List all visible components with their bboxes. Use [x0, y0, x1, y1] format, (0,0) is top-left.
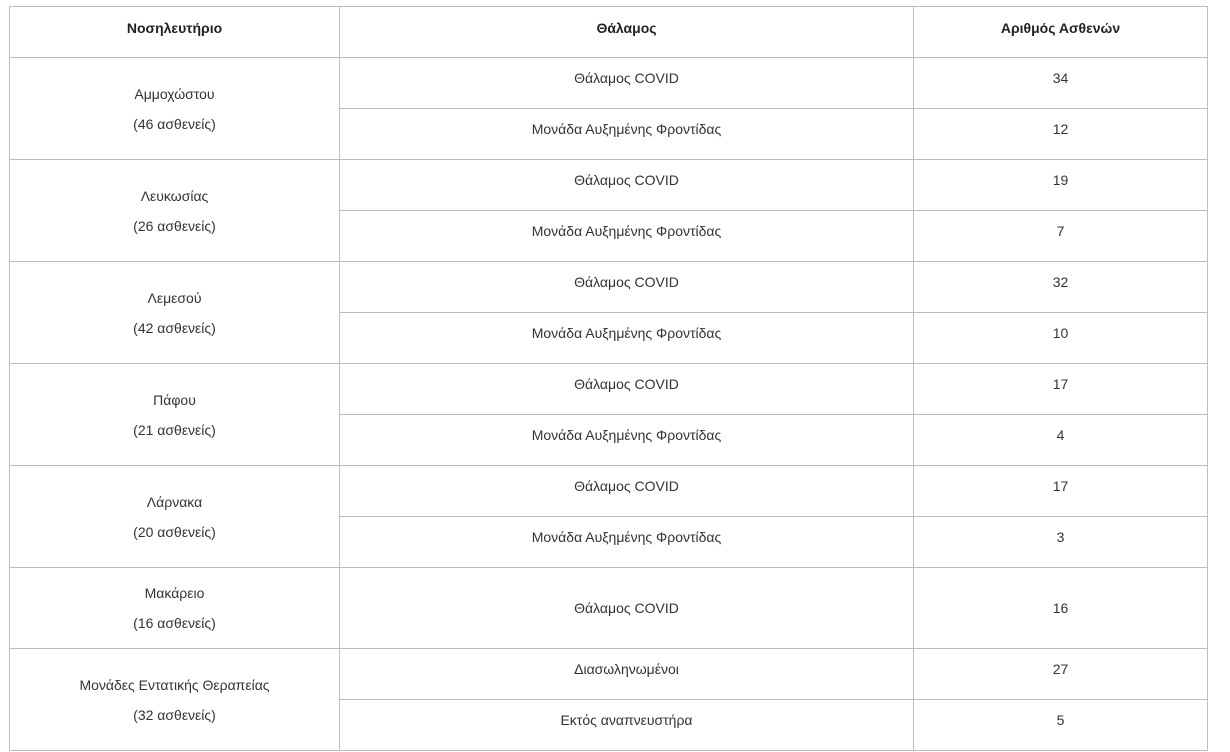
ward-cell: Μονάδα Αυξημένης Φροντίδας — [340, 109, 914, 160]
hospital-cell — [10, 568, 340, 649]
patient-count-cell: 3 — [914, 517, 1208, 568]
table-row — [10, 568, 1208, 649]
patient-count-cell: 5 — [914, 700, 1208, 751]
patient-count-cell: 17 — [914, 364, 1208, 415]
ward-cell: Θάλαμος COVID — [340, 364, 914, 415]
patient-count-cell: 19 — [914, 160, 1208, 211]
hospital-total: (16 ασθενείς) — [133, 615, 216, 631]
patient-count-cell: 10 — [914, 313, 1208, 364]
ward-cell: Εκτός αναπνευστήρα — [340, 700, 914, 751]
hospital-cell — [10, 160, 340, 262]
hospital-total: (42 ασθενείς) — [133, 319, 216, 336]
hospital-total: (20 ασθενείς) — [133, 523, 216, 540]
table-row — [10, 160, 1208, 211]
ward-cell: Θάλαμος COVID — [340, 160, 914, 211]
patient-count-cell: 34 — [914, 58, 1208, 109]
hospital-cell — [10, 649, 340, 751]
patient-count-cell: 16 — [914, 568, 1208, 649]
hospital-patients-table — [9, 6, 1208, 751]
header-patients: Αριθμός Ασθενών — [914, 7, 1208, 58]
table-row — [10, 262, 1208, 313]
patient-count-cell: 7 — [914, 211, 1208, 262]
ward-cell: Μονάδα Αυξημένης Φροντίδας — [340, 517, 914, 568]
ward-cell: Θάλαμος COVID — [340, 58, 914, 109]
hospital-name: Λάρνακα — [146, 493, 203, 510]
header-hospital: Νοσηλευτήριο — [10, 7, 340, 58]
ward-cell: Θάλαμος COVID — [340, 466, 914, 517]
ward-cell: Μονάδα Αυξημένης Φροντίδας — [340, 415, 914, 466]
patient-count-cell: 32 — [914, 262, 1208, 313]
ward-cell: Μονάδα Αυξημένης Φροντίδας — [340, 313, 914, 364]
hospital-total: (26 ασθενείς) — [133, 217, 216, 234]
hospital-name: Αμμοχώστου — [134, 85, 215, 102]
hospital-total: (32 ασθενείς) — [133, 706, 216, 723]
table-body — [10, 58, 1208, 751]
table-row — [10, 58, 1208, 109]
hospital-name: Πάφου — [153, 391, 196, 408]
patient-count-cell: 12 — [914, 109, 1208, 160]
hospital-name: Μακάρειο — [144, 585, 205, 601]
ward-cell: Θάλαμος COVID — [340, 568, 914, 649]
hospital-cell — [10, 58, 340, 160]
hospital-cell — [10, 262, 340, 364]
patient-count-cell: 4 — [914, 415, 1208, 466]
header-row — [10, 7, 1208, 58]
ward-cell: Μονάδα Αυξημένης Φροντίδας — [340, 211, 914, 262]
header-ward: Θάλαμος — [340, 7, 914, 58]
hospital-total: (21 ασθενείς) — [133, 421, 216, 438]
patient-count-cell: 27 — [914, 649, 1208, 700]
patient-count-cell: 17 — [914, 466, 1208, 517]
table-row — [10, 364, 1208, 415]
hospital-total: (46 ασθενείς) — [133, 115, 216, 132]
hospital-cell — [10, 364, 340, 466]
table-header — [10, 7, 1208, 58]
hospital-name: Λεμεσού — [147, 289, 202, 306]
table-row — [10, 466, 1208, 517]
hospital-name: Λευκωσίας — [140, 187, 209, 204]
hospital-cell — [10, 466, 340, 568]
hospital-name: Μονάδες Εντατικής Θεραπείας — [79, 676, 270, 693]
table-row — [10, 649, 1208, 700]
ward-cell: Θάλαμος COVID — [340, 262, 914, 313]
ward-cell: Διασωληνωμένοι — [340, 649, 914, 700]
